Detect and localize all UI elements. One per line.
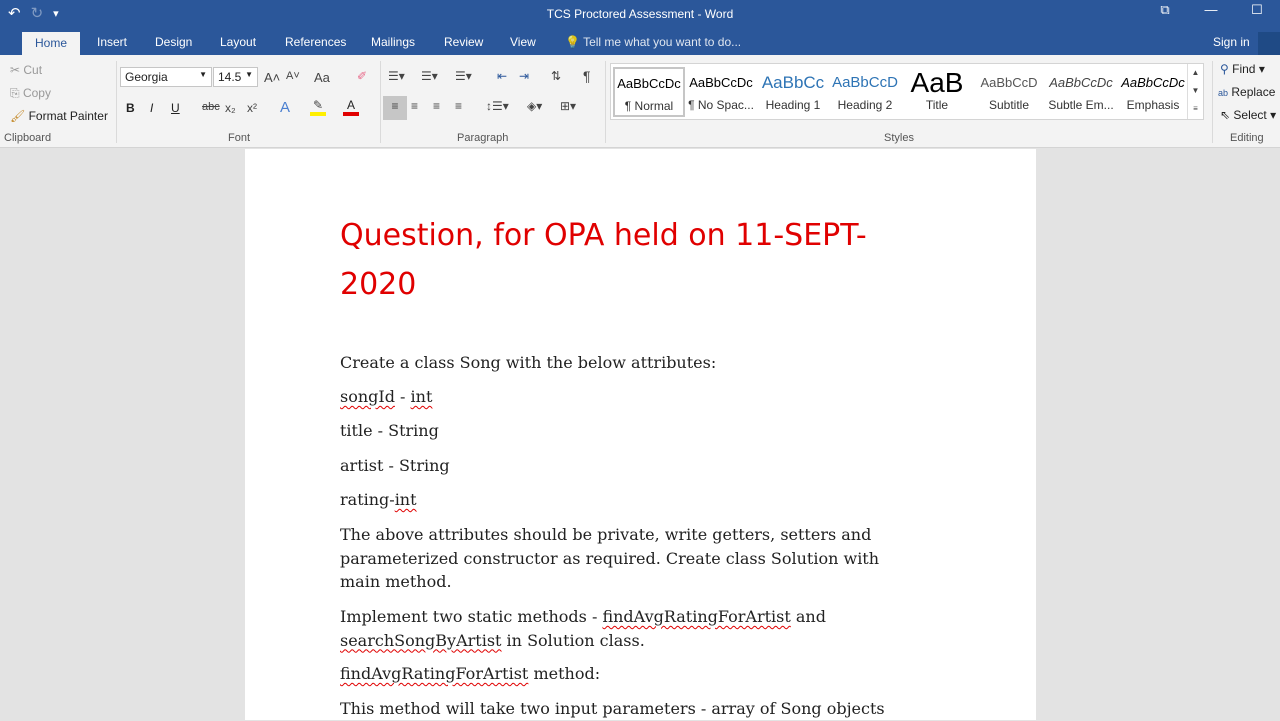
ribbon [0, 55, 1280, 148]
styles-gallery [610, 63, 1204, 120]
style-normal[interactable] [613, 67, 685, 117]
style-preview: AaBbCcDc [617, 76, 681, 91]
attr-type: int [410, 387, 433, 406]
text: Implement two static methods - [340, 607, 603, 626]
decrease-indent-icon[interactable]: ⇤ [497, 69, 508, 83]
style-name: Emphasis [1126, 98, 1180, 112]
editing-group-label: Editing [1230, 132, 1264, 144]
grow-font-button[interactable]: A˄ [264, 70, 281, 85]
tab-references[interactable]: References [285, 35, 347, 49]
subscript-button[interactable]: x₂ [225, 101, 236, 115]
tab-home[interactable]: Home [22, 32, 80, 55]
requirements-paragraph: The above attributes should be private, write getters, setters and parameterized constructor as required. Create class Solution with main method. [340, 525, 880, 591]
method-name: findAvgRatingForArtist [602, 607, 791, 626]
attr-rating [340, 488, 910, 512]
minimize-icon[interactable]: — [1204, 2, 1218, 17]
style-heading-1[interactable] [757, 68, 829, 112]
style-name: Subtle Em... [1048, 98, 1114, 112]
text: method: [528, 664, 601, 683]
tab-insert[interactable]: Insert [97, 35, 128, 49]
cut-button[interactable]: ✂ Cut [10, 63, 43, 77]
ribbon-display-icon[interactable]: ⧉ [1160, 2, 1170, 17]
justify-icon[interactable]: ≡ [455, 99, 463, 113]
window-title: TCS Proctored Assessment - Word [546, 7, 734, 21]
superscript-button[interactable]: x² [247, 101, 257, 115]
attr-sep: - [394, 387, 411, 406]
attr-name: rating- [340, 490, 395, 509]
style-emphasis[interactable] [1117, 68, 1189, 112]
copy-label: Copy [22, 86, 51, 100]
strikethrough-button[interactable]: abc [202, 101, 220, 113]
tab-view[interactable]: View [510, 35, 536, 49]
tab-layout[interactable]: Layout [220, 35, 257, 49]
redo-icon[interactable]: ↻ [30, 5, 44, 22]
font-color-icon[interactable]: A [343, 98, 359, 116]
method-name: searchSongByArtist [340, 630, 502, 650]
document-page[interactable] [245, 149, 1036, 720]
align-center-icon[interactable]: ≡ [411, 99, 419, 113]
style-no-spacing[interactable] [685, 68, 757, 112]
style-heading-2[interactable] [829, 68, 901, 112]
style-name: Heading 1 [765, 98, 821, 112]
shrink-font-button[interactable]: A˅ [286, 70, 300, 82]
style-preview: AaBbCcDc [1121, 75, 1185, 90]
show-formatting-button[interactable]: ¶ [583, 68, 591, 84]
style-preview: AaBbCcD [832, 74, 898, 91]
tell-me-text: Tell me what you want to do... [583, 35, 742, 49]
style-preview: AaBbCcD [980, 75, 1038, 90]
font-group-label: Font [228, 132, 251, 144]
replace-button[interactable] [1218, 85, 1275, 99]
styles-scroll[interactable]: ▲ ▼ ≡ [1187, 64, 1203, 119]
styles-group-label: Styles [884, 132, 914, 144]
attr-name: songId [340, 387, 395, 406]
bullets-icon[interactable]: ☰▾ [388, 69, 405, 83]
attr-songid [340, 385, 910, 409]
replace-icon: ab [1218, 88, 1229, 98]
style-name: Heading 2 [837, 98, 893, 112]
increase-indent-icon[interactable]: ⇥ [519, 69, 530, 83]
maximize-icon[interactable]: ☐ [1251, 2, 1263, 17]
style-name: ¶ No Spac... [688, 98, 754, 112]
attr-title: title - String [340, 421, 439, 440]
align-right-icon[interactable]: ≡ [433, 99, 441, 113]
style-name: Subtitle [988, 98, 1030, 112]
cut-label: Cut [23, 63, 43, 77]
paragraph-group-label: Paragraph [457, 132, 509, 144]
align-left-icon[interactable]: ≡ [383, 96, 407, 120]
cursor-icon: ⇖ [1220, 108, 1231, 122]
numbering-icon[interactable]: ☰▾ [421, 69, 438, 83]
text-effects-icon[interactable]: A [280, 99, 291, 116]
method-name: findAvgRatingForArtist [340, 664, 529, 683]
style-subtle-emphasis[interactable] [1045, 68, 1117, 112]
change-case-button[interactable]: Aa [314, 70, 330, 85]
clipboard-group-label: Clipboard [4, 132, 52, 144]
style-subtitle[interactable] [973, 68, 1045, 112]
find-label: Find [1232, 62, 1256, 76]
text: and [790, 607, 826, 626]
search-icon: ⚲ [1220, 62, 1229, 76]
italic-button[interactable]: I [150, 101, 154, 115]
find-button[interactable]: ⚲ Find ▾ [1220, 62, 1265, 76]
shading-icon[interactable]: ◈▾ [527, 99, 543, 113]
text: in Solution class. [501, 630, 645, 650]
font-name-select[interactable]: Georgia ▼ [120, 67, 212, 87]
method-heading [340, 662, 910, 686]
format-painter-button[interactable] [10, 109, 108, 123]
underline-button[interactable]: U [171, 101, 180, 115]
font-size-value: 14.5 [218, 70, 242, 84]
highlight-color-icon[interactable]: ✎ [310, 98, 326, 116]
bold-button[interactable]: B [126, 101, 135, 115]
tell-me-search[interactable]: 💡 Tell me what you want to do... [565, 35, 742, 49]
tab-mailings[interactable]: Mailings [371, 35, 416, 49]
method-description: This method will take two input parameters - array of Song objects [340, 699, 885, 718]
ribbon-tabs [0, 30, 1280, 55]
select-button[interactable]: ⇖ Select ▾ [1220, 108, 1277, 122]
sign-in-link[interactable]: Sign in [1213, 35, 1250, 49]
title-bar [0, 0, 1280, 30]
borders-icon[interactable]: ⊞▾ [560, 99, 577, 113]
attr-type: int [394, 490, 417, 509]
format-painter-label: Format Painter [28, 109, 108, 123]
style-title[interactable] [901, 68, 973, 112]
attr-artist: artist - String [340, 456, 450, 475]
replace-label: Replace [1231, 85, 1276, 99]
tab-review[interactable]: Review [444, 35, 484, 49]
font-name-value: Georgia [125, 70, 168, 84]
share-icon[interactable] [1258, 32, 1280, 55]
style-name: ¶ Normal [624, 99, 674, 113]
intro-paragraph: Create a class Song with the below attributes: [340, 353, 717, 372]
style-preview: AaB [910, 68, 964, 98]
undo-icon[interactable]: ↶ [8, 5, 21, 22]
style-preview: AaBbCcDc [689, 75, 753, 90]
multilevel-list-icon[interactable]: ☰▾ [455, 69, 472, 83]
copy-button[interactable]: ⎘ Copy [10, 86, 51, 100]
select-label: Select [1233, 108, 1267, 122]
paintbrush-icon: 🖌 [10, 109, 26, 123]
style-name: Title [925, 98, 949, 112]
style-preview: AaBbCcDc [1049, 75, 1113, 90]
style-preview: AaBbCc [761, 73, 825, 92]
methods-paragraph [340, 605, 910, 652]
clear-formatting-icon[interactable]: ✐ [357, 69, 368, 83]
tab-design[interactable]: Design [155, 35, 193, 49]
font-size-select[interactable]: 14.5 ▼ [213, 67, 258, 87]
document-heading: Question, for OPA held on 11-SEPT-2020 [340, 218, 867, 302]
customize-qat-icon[interactable]: ▾ [53, 8, 59, 20]
sort-icon[interactable]: ⇅ [551, 69, 562, 83]
line-spacing-icon[interactable]: ↕☰▾ [486, 99, 509, 113]
